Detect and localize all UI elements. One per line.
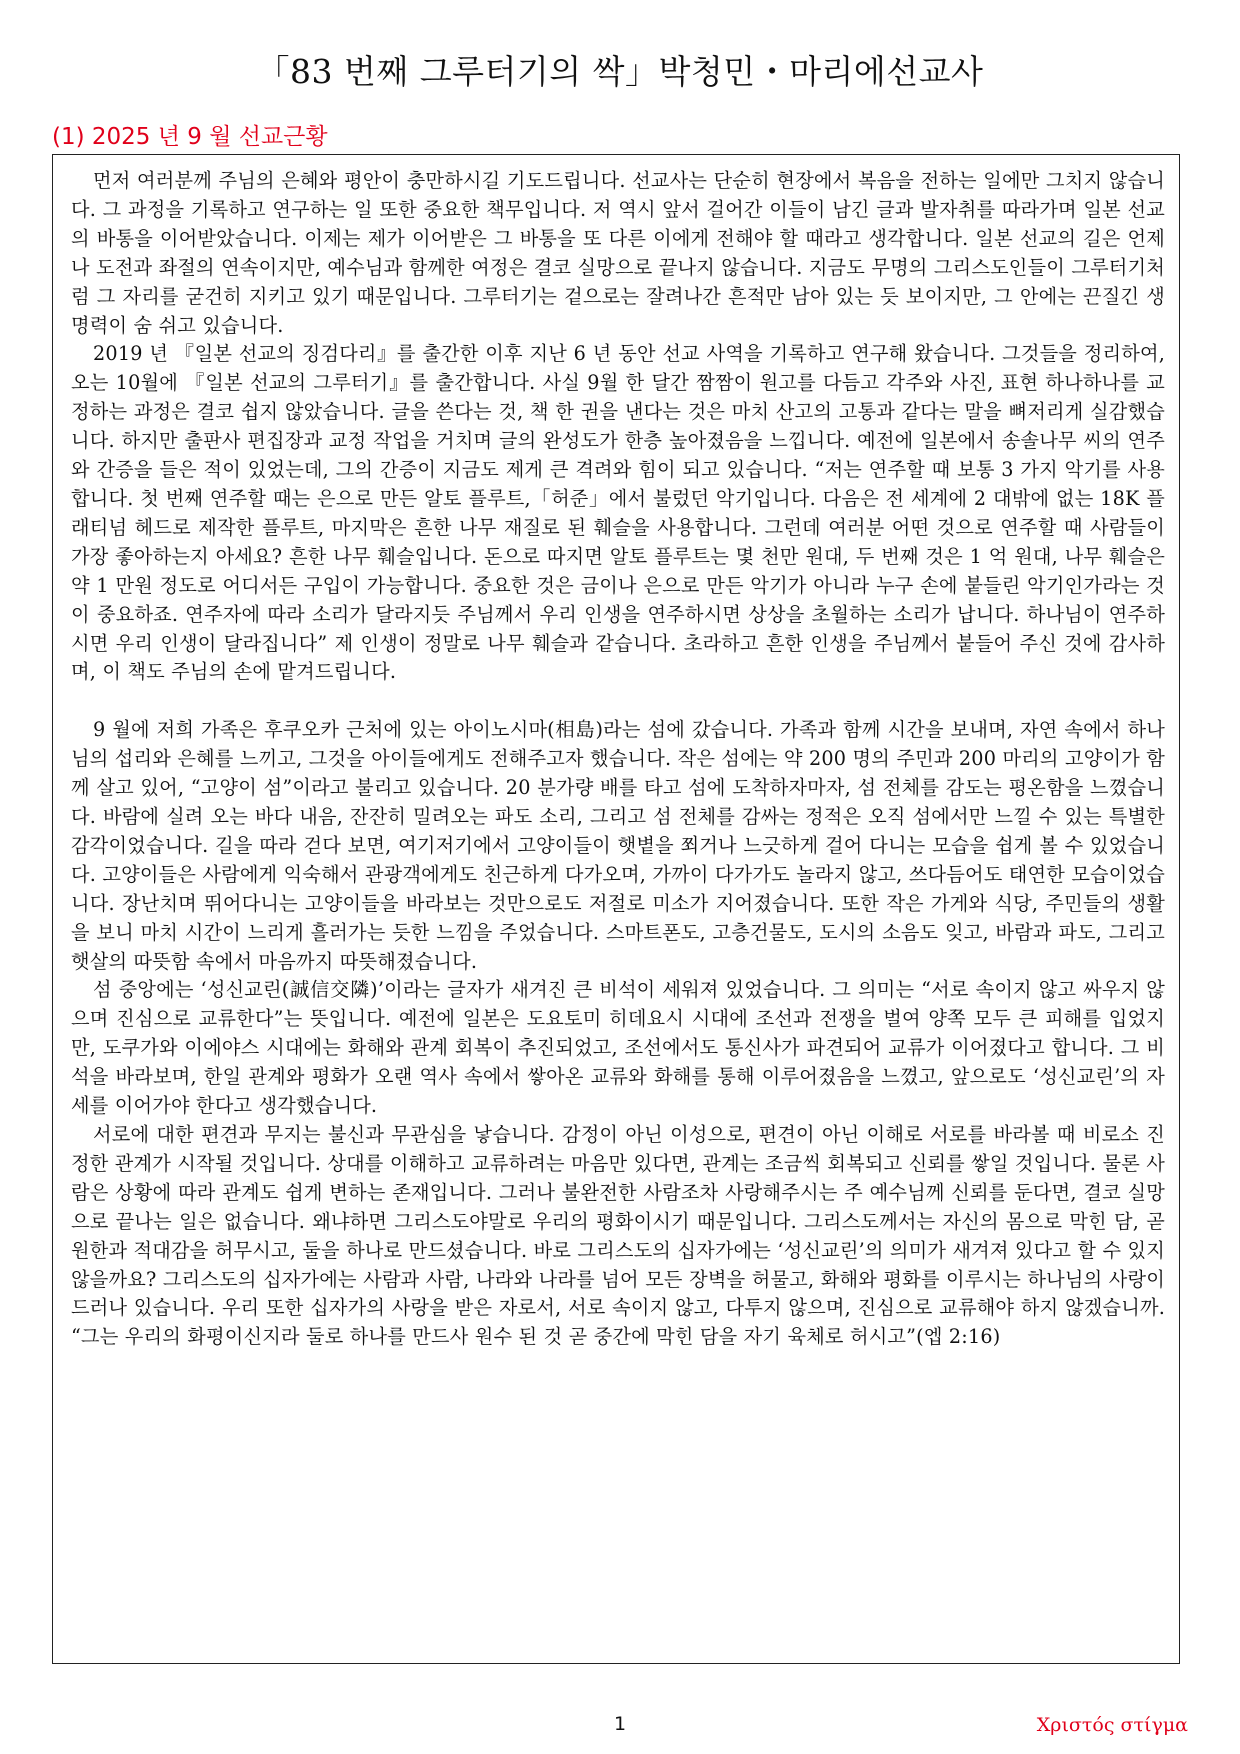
paragraph-spacer [71,687,1165,716]
paragraph-book: 2019 년 『일본 선교의 징검다리』를 출간한 이후 지난 6 년 동안 선교 사역을 기록하고 연구해 왔습니다. 그것들을 정리하여, 오는 10월에 『일본 선교의 그루터기』를 출간합니다. 사실 9월 한 달간 짬짬이 원고를 다듬고 각주와 사진, 표현 하나하나를 교정하는 과정은 결코 쉽지 않았습니다. 글을 쓴다는 것, 책 한 권을 낸다는 것은 마치 산고의 고통과 같다는 말을 뼈저리게 실감했습니다. 하지만 출판사 편집장과 교정 작업을 거치며 글의 완성도가 한층 높아졌음을 느낍니다. 예전에 일본에서 송솔나무 씨의 연주와 간증을 들은 적이 있었는데, 그의 간증이 지금도 제게 큰 격려와 힘이 되고 있습니다. “저는 연주할 때 보통 3 가지 악기를 사용합니다. 첫 번째 연주할 때는 은으로 만든 알토 플루트,「허준」에서 불렀던 악기입니다. 다음은 전 세계에 2 대밖에 없는 18K 플래티넘 헤드로 제작한 플루트, 마지막은 흔한 나무 재질로 된 훼슬을 사용합니다. 그런데 여러분 어떤 것으로 연주할 때 사람들이 가장 좋아하는지 아세요? 흔한 나무 훼슬입니다. 돈으로 따지면 알토 플루트는 몇 천만 원대, 두 번째 것은 1 억 원대, 나무 훼슬은 약 1 만원 정도로 어디서든 구입이 가능합니다. 중요한 것은 금이나 은으로 만든 악기가 아니라 누구 손에 붙들린 악기인가라는 것이 중요하죠. 연주자에 따라 소리가 달라지듯 주님께서 우리 인생을 연주하시면 상상을 초월하는 소리가 납니다. 하나님이 연주하시면 우리 인생이 달라집니다” 제 인생이 정말로 나무 훼슬과 같습니다. 초라하고 흔한 인생을 주님께서 붙들어 주신 것에 감사하며, 이 책도 주님의 손에 맡겨드립니다. [71,342,1165,684]
section-heading: (1) 2025 년 9 월 선교근황 [52,124,328,150]
document-title: 「83 번째 그루터기의 싹」박청민・마리에선교사 [256,52,984,91]
page-number: 1 [613,1713,627,1735]
letter-box [52,154,1180,1664]
paragraph-reconciliation: 서로에 대한 편견과 무지는 불신과 무관심을 낳습니다. 감정이 아닌 이성으로, 편견이 아닌 이해로 서로를 바라볼 때 비로소 진정한 관계가 시작될 것입니다. 상대를 이해하고 교류하려는 마음만 있다면, 관계는 조금씩 회복되고 신뢰를 쌓일 것입니다. 물론 사람은 상황에 따라 관계도 쉽게 변하는 존재입니다. 그러나 불완전한 사람조차 사랑해주시는 주 예수님께 신뢰를 둔다면, 결코 실망으로 끝나는 일은 없습니다. 왜냐하면 그리스도야말로 우리의 평화이시기 때문입니다. 그리스도께서는 자신의 몸으로 막힌 담, 곧 원한과 적대감을 허무시고, 둘을 하나로 만드셨습니다. 바로 그리스도의 십자가에는 ‘성신교린’의 의미가 새겨져 있다고 할 수 있지 않을까요? 그리스도의 십자가에는 사람과 사람, 나라와 나라를 넘어 모든 장벽을 허물고, 화해와 평화를 이루시는 하나님의 사랑이 드러나 있습니다. 우리 또한 십자가의 사랑을 받은 자로서, 서로 속이지 않고, 다투지 않으며, 진심으로 교류해야 하지 않겠습니까. “그는 우리의 화평이신지라 둘로 하나를 만드사 원수 된 것 곧 중간에 막힌 담을 자기 육체로 허시고”(엡 2:16) [71,1123,1165,1349]
paragraph-ainoshima: 9 월에 저희 가족은 후쿠오카 근처에 있는 아이노시마(相島)라는 섬에 갔습니다. 가족과 함께 시간을 보내며, 자연 속에서 하나님의 섭리와 은혜를 느끼고, 그것을 아이들에게도 전해주고자 했습니다. 작은 섬에는 약 200 명의 주민과 200 마리의 고양이가 함께 살고 있어, “고양이 섬”이라고 불리고 있습니다. 20 분가량 배를 타고 섬에 도착하자마자, 섬 전체를 감도는 평온함을 느꼈습니다. 바람에 실려 오는 바다 내음, 잔잔히 밀려오는 파도 소리, 그리고 섬 전체를 감싸는 정적은 오직 섬에서만 느낄 수 있는 특별한 감각이었습니다. 길을 따라 걷다 보면, 여기저기에서 고양이들이 햇볕을 쬐거나 느긋하게 걸어 다니는 모습을 쉽게 볼 수 있었습니다. 고양이들은 사람에게 익숙해서 관광객에게도 친근하게 다가오며, 가까이 다가가도 놀라지 않고, 쓰다듬어도 태연한 모습이었습니다. 장난치며 뛰어다니는 고양이들을 바라보는 것만으로도 저절로 미소가 지어졌습니다. 또한 작은 가게와 식당, 주민들의 생활을 보니 마치 시간이 느리게 흘러가는 듯한 느낌을 주었습니다. 스마트폰도, 고층건물도, 도시의 소음도 잊고, 바람과 파도, 그리고 햇살의 따뜻함 속에서 마음까지 따뜻해졌습니다. [71,718,1165,973]
paragraph-intro: 먼저 여러분께 주님의 은혜와 평안이 충만하시길 기도드립니다. 선교사는 단순히 현장에서 복음을 전하는 일에만 그치지 않습니다. 그 과정을 기록하고 연구하는 일 또한 중요한 책무입니다. 저 역시 앞서 걸어간 이들이 남긴 글과 발자취를 따라가며 일본 선교의 바통을 이어받았습니다. 이제는 제가 이어받은 그 바통을 또 다른 이에게 전해야 할 때라고 생각합니다. 일본 선교의 길은 언제나 도전과 좌절의 연속이지만, 예수님과 함께한 여정은 결코 실망으로 끝나지 않습니다. 지금도 무명의 그리스도인들이 그루터기처럼 그 자리를 굳건히 지키고 있기 때문입니다. 그루터기는 겉으로는 잘려나간 흔적만 남아 있는 듯 보이지만, 그 안에는 끈질긴 생명력이 숨 쉬고 있습니다. [71,169,1165,337]
paragraph-monument: 섬 중앙에는 ‘성신교린(誠信交隣)’이라는 글자가 새겨진 큰 비석이 세워져 있었습니다. 그 의미는 “서로 속이지 않고 싸우지 않으며 진심으로 교류한다”는 뜻입니다. 예전에 일본은 도요토미 히데요시 시대에 조선과 전쟁을 벌여 양쪽 모두 큰 피해를 입었지만, 도쿠가와 이에야스 시대에는 화해와 관계 회복이 추진되었고, 조선에서도 통신사가 파견되어 교류가 이어졌다고 합니다. 그 비석을 바라보며, 한일 관계와 평화가 오랜 역사 속에서 쌓아온 교류와 화해를 통해 이루어졌음을 느꼈고, 앞으로도 ‘성신교린’의 자세를 이어가야 한다고 생각했습니다. [71,978,1165,1118]
footer-mark: Χριστός στίγμα [1036,1714,1188,1736]
